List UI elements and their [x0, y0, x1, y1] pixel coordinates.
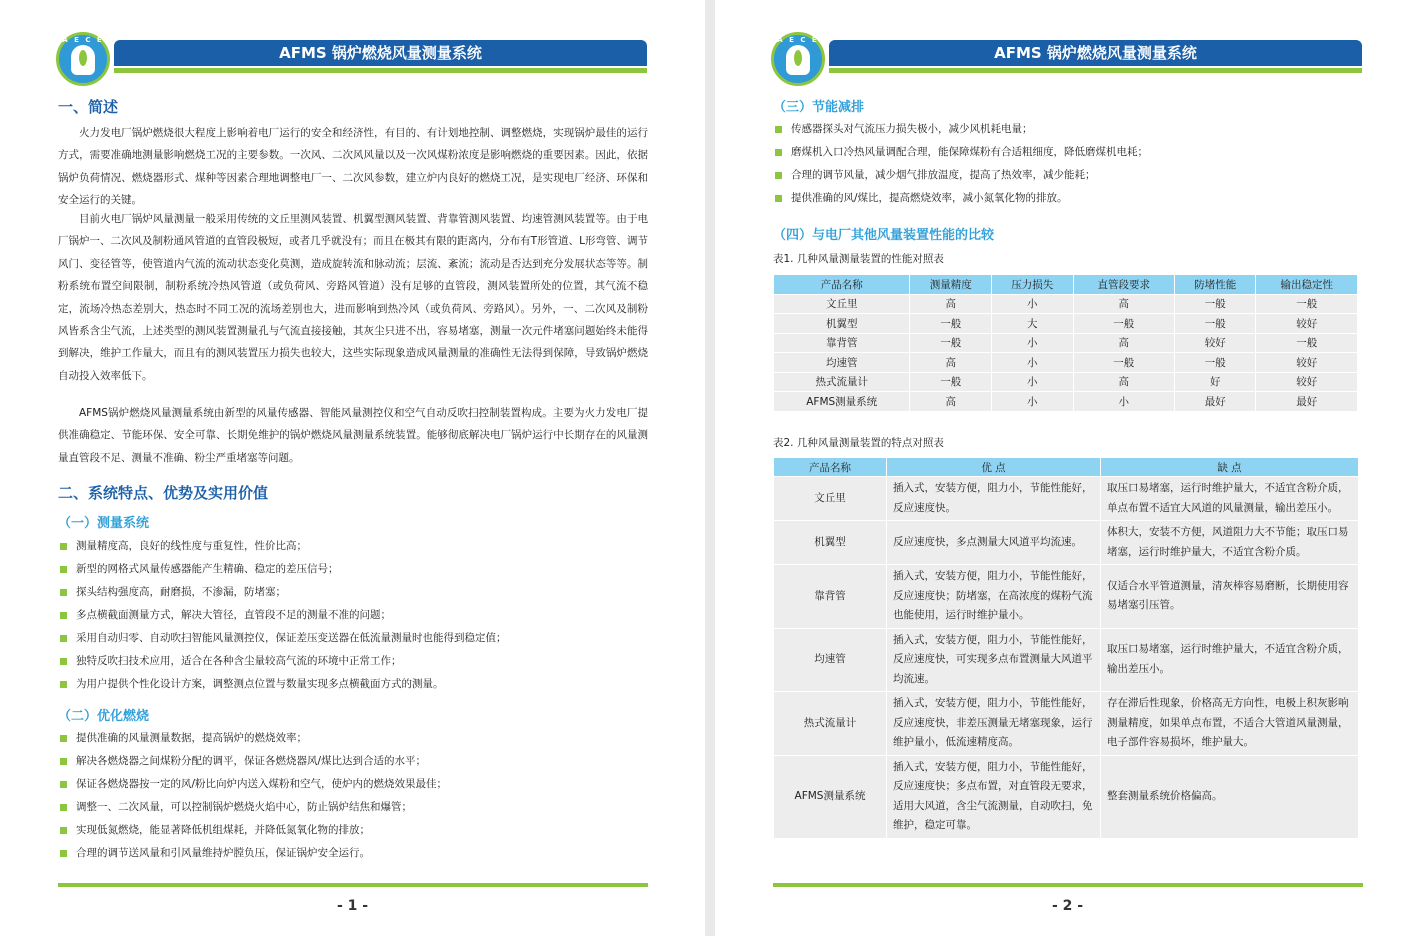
footer-divider — [58, 883, 648, 887]
table-cell: 存在滞后性现象，价格高无方向性，电极上积灰影响测量精度，如果单点布置，不适合大管道风量测量，电子部件容易损坏，维护量大。 — [1101, 692, 1359, 756]
list-item: 实现低氮燃烧，能显著降低机组煤耗，并降低氮氧化物的排放； — [58, 819, 658, 842]
combustion-list — [58, 727, 658, 865]
list-item: 多点横截面测量方式，解决大管径，直管段不足的测量不准的问题； — [58, 604, 658, 627]
table-cell: 一般 — [1174, 314, 1256, 334]
logo-letters: A E C E — [777, 36, 819, 44]
table-cell: 机翼型 — [774, 521, 887, 565]
list-item: 解决各燃烧器之间煤粉分配的调平，保证各燃烧器风/煤比达到合适的水平； — [58, 750, 658, 773]
table-cell: 体积大，安装不方便，风道阻力大不节能；取压口易堵塞，运行时维护量大，不适宜含粉介质。 — [1101, 521, 1359, 565]
table-cell: 高 — [1073, 294, 1174, 314]
table-cell: 插入式，安装方便，阻力小，节能性能好，反应速度快，可实现多点布置测量大风道平均流速。 — [887, 628, 1101, 692]
table-cell: 较好 — [1256, 314, 1358, 334]
table-cell: 热式流量计 — [774, 372, 910, 392]
feature-table — [773, 457, 1359, 839]
table-cell: 一般 — [910, 372, 992, 392]
column-header: 防堵性能 — [1174, 275, 1256, 295]
table-row — [774, 392, 1358, 412]
list-item: 采用自动归零、自动吹扫智能风量测控仪，保证差压变送器在低流量测量时也能得到稳定值； — [58, 627, 658, 650]
table-cell: 反应速度快，多点测量大风道平均流速。 — [887, 521, 1101, 565]
table-cell: 靠背管 — [774, 565, 887, 629]
table-cell: 插入式，安装方便，阻力小，节能性能好，反应速度快。 — [887, 477, 1101, 521]
table-cell: 小 — [1073, 392, 1174, 412]
page-number: - 1 - — [336, 898, 369, 914]
table-cell: 高 — [1073, 372, 1174, 392]
table-cell: 文丘里 — [774, 477, 887, 521]
aece-logo-icon — [56, 32, 110, 86]
column-header: 优 点 — [887, 458, 1101, 477]
list-item: 保证各燃烧器按一定的风/粉比向炉内送入煤粉和空气，使炉内的燃烧效果最佳； — [58, 773, 658, 796]
bullet-square-icon — [775, 126, 782, 133]
bullet-square-icon — [60, 827, 67, 834]
table-cell: 高 — [910, 392, 992, 412]
page-number: - 2 - — [1051, 898, 1084, 914]
list-item: 调整一、二次风量，可以控制锅炉燃烧火焰中心，防止锅炉结焦和爆管； — [58, 796, 658, 819]
table-cell: 热式流量计 — [774, 692, 887, 756]
table-cell: 插入式，安装方便，阻力小，节能性能好，反应速度快；防堵塞，在高浓度的煤粉气流也能使用，运行时维护量小。 — [887, 565, 1101, 629]
bullet-square-icon — [60, 589, 67, 596]
bullet-square-icon — [60, 735, 67, 742]
list-item: 独特反吹扫技术应用，适合在各种含尘量较高气流的环境中正常工作； — [58, 650, 658, 673]
column-header: 直管段要求 — [1073, 275, 1174, 295]
subsection-2-title: （二）优化燃烧 — [58, 709, 150, 724]
table-cell: 小 — [991, 353, 1073, 373]
table-cell: 靠背管 — [774, 333, 910, 353]
section-1-title: 一、简述 — [58, 98, 119, 116]
bullet-square-icon — [60, 658, 67, 665]
header-divider — [829, 68, 1362, 73]
table-cell: 好 — [1174, 372, 1256, 392]
table-row — [774, 333, 1358, 353]
bullet-square-icon — [775, 195, 782, 202]
section-2-title: 二、系统特点、优势及实用价值 — [58, 484, 269, 502]
table-cell: AFMS测量系统 — [774, 755, 887, 838]
table-cell: 一般 — [910, 333, 992, 353]
bullet-square-icon — [60, 681, 67, 688]
table-cell: 一般 — [1073, 353, 1174, 373]
table-row — [774, 565, 1359, 629]
subsection-3-title: （三）节能减排 — [773, 100, 865, 115]
table-cell: 小 — [991, 392, 1073, 412]
bullet-square-icon — [60, 612, 67, 619]
list-item: 提供准确的风/煤比，提高燃烧效率，减小氮氧化物的排放。 — [773, 187, 1373, 210]
table-cell: 整套测量系统价格偏高。 — [1101, 755, 1359, 838]
page-2 — [715, 0, 1420, 936]
header-title: AFMS 锅炉燃烧风量测量系统 — [829, 40, 1362, 66]
list-item: 探头结构强度高，耐磨损，不渗漏，防堵塞； — [58, 581, 658, 604]
list-item: 提供准确的风量测量数据，提高锅炉的燃烧效率； — [58, 727, 658, 750]
page-1 — [0, 0, 705, 936]
paragraph-2: 目前火电厂锅炉风量测量一般采用传统的文丘里测风装置、机翼型测风装置、背靠管测风装置、均速管测风装置等。由于电厂锅炉一、二次风及制粉通风管道的直管段极短，或者几乎就没有；而且在极其有限的距离内，分布有T形管道、L形弯管、调节风门、变径管等，使管道内气流的流动状态变化莫测，造成旋转流和脉动流；层流、紊流；流动是否达到充分发展状态等等。制粉系统布置空间限制，制粉系统冷热风管道（或负荷风、旁路风管道）没有足够的直管段，测风装置所处的位置，其气流不稳定，流场冷热态差别大，热态时不同工况的流场差别也大，进而影响到热冷风（或负荷风、旁路风）。另外，一、二次风及制粉风皆系含尘气流，上述类型的测风装置测量孔与气流直接接触，其灰尘只进不出，容易堵塞，测量一次元件堵塞问题始终未能得到解决，维护工作量大，而且有的测风装置压力损失也较大，这些实际现象造成风量测量的准确性无法得到保障，导致锅炉燃烧自动投入效率低下。 — [58, 213, 648, 382]
table-row — [774, 628, 1359, 692]
bullet-square-icon — [775, 149, 782, 156]
list-item: 测量精度高，良好的线性度与重复性，性价比高； — [58, 535, 658, 558]
table-cell: AFMS测量系统 — [774, 392, 910, 412]
footer-divider — [773, 883, 1363, 887]
table-cell: 较好 — [1256, 372, 1358, 392]
table-cell: 小 — [991, 333, 1073, 353]
performance-table — [773, 274, 1358, 412]
table-cell: 高 — [910, 353, 992, 373]
table-cell: 仅适合水平管道测量，清灰棒容易磨断，长期使用容易堵塞引压管。 — [1101, 565, 1359, 629]
list-item: 合理的调节送风量和引风量维持炉膛负压，保证锅炉安全运行。 — [58, 842, 658, 865]
bullet-square-icon — [60, 781, 67, 788]
table-cell: 一般 — [1073, 314, 1174, 334]
table-cell: 较好 — [1174, 333, 1256, 353]
table-cell: 最好 — [1174, 392, 1256, 412]
table-cell: 一般 — [1174, 294, 1256, 314]
table-cell: 一般 — [1174, 353, 1256, 373]
list-item: 磨煤机入口冷热风量调配合理，能保障煤粉有合适粗细度，降低磨煤机电耗； — [773, 141, 1373, 164]
table-cell: 大 — [991, 314, 1073, 334]
bullet-square-icon — [60, 758, 67, 765]
table-row — [774, 294, 1358, 314]
table-cell: 小 — [991, 372, 1073, 392]
bullet-square-icon — [60, 635, 67, 642]
table-cell: 高 — [1073, 333, 1174, 353]
header-divider — [114, 68, 647, 73]
list-item: 传感器探头对气流压力损失极小，减少风机耗电量； — [773, 118, 1373, 141]
table-row — [774, 372, 1358, 392]
table-cell: 取压口易堵塞，运行时维护量大，不适宜含粉介质，输出差压小。 — [1101, 628, 1359, 692]
table-cell: 最好 — [1256, 392, 1358, 412]
table-cell: 插入式，安装方便，阻力小，节能性能好，反应速度快；多点布置，对直管段无要求，适用大风道，含尘气流测量，自动吹扫，免维护，稳定可靠。 — [887, 755, 1101, 838]
bullet-square-icon — [775, 172, 782, 179]
column-header: 产品名称 — [774, 275, 910, 295]
energy-saving-list — [773, 118, 1373, 210]
table-row — [774, 692, 1359, 756]
subsection-4-title: （四）与电厂其他风量装置性能的比较 — [773, 228, 995, 243]
paragraph-1: 火力发电厂锅炉燃烧很大程度上影响着电厂运行的安全和经济性，有目的、有计划地控制、调整燃烧，实现锅炉最佳的运行方式，需要准确地测量影响燃烧工况的主要参数。一次风、二次风风量以及一次风煤粉浓度是影响燃烧的重要因素。因此，依据锅炉负荷情况、燃烧器形式、煤种等因素合理地调整电厂一、二次风参数，建立炉内良好的燃烧工况，是实现电厂经济、环保和安全运行的关键。 — [58, 127, 648, 207]
aece-logo-icon — [771, 32, 825, 86]
table-cell: 一般 — [1256, 294, 1358, 314]
table-cell: 高 — [910, 294, 992, 314]
table-cell: 取压口易堵塞，运行时维护量大，不适宜含粉介质，单点布置不适宜大风道的风量测量，输出差压小。 — [1101, 477, 1359, 521]
measurement-list — [58, 535, 658, 696]
column-header: 缺 点 — [1101, 458, 1359, 477]
table-row — [774, 353, 1358, 373]
table-cell: 均速管 — [774, 353, 910, 373]
bullet-square-icon — [60, 566, 67, 573]
table-cell: 均速管 — [774, 628, 887, 692]
subsection-1-title: （一）测量系统 — [58, 516, 150, 531]
column-header: 输出稳定性 — [1256, 275, 1358, 295]
table-row — [774, 477, 1359, 521]
table-row — [774, 521, 1359, 565]
column-header: 产品名称 — [774, 458, 887, 477]
table-1-caption: 表1. 几种风量测量装置的性能对照表 — [773, 253, 944, 265]
table-row — [774, 755, 1359, 838]
table-2-caption: 表2. 几种风量测量装置的特点对照表 — [773, 437, 944, 449]
table-cell: 文丘里 — [774, 294, 910, 314]
table-cell: 一般 — [1256, 333, 1358, 353]
bullet-square-icon — [60, 850, 67, 857]
paragraph-3: AFMS锅炉燃烧风量测量系统由新型的风量传感器、智能风量测控仪和空气自动反吹扫控制装置构成。主要为火力发电厂提供准确稳定、节能环保、安全可靠、长期免维护的锅炉燃烧风量测量系统装置。能够彻底解决电厂锅炉运行中长期存在的风量测量直管段不足、测量不准确、粉尘严重堵塞等问题。 — [58, 407, 648, 464]
table-cell: 一般 — [910, 314, 992, 334]
logo-letters: A E C E — [62, 36, 104, 44]
list-item: 为用户提供个性化设计方案，调整测点位置与数量实现多点横截面方式的测量。 — [58, 673, 658, 696]
list-item: 合理的调节风量，减少烟气排放温度，提高了热效率，减少能耗； — [773, 164, 1373, 187]
bullet-square-icon — [60, 543, 67, 550]
header-title: AFMS 锅炉燃烧风量测量系统 — [114, 40, 647, 66]
column-header: 测量精度 — [910, 275, 992, 295]
list-item: 新型的网格式风量传感器能产生精确、稳定的差压信号； — [58, 558, 658, 581]
table-cell: 较好 — [1256, 353, 1358, 373]
bullet-square-icon — [60, 804, 67, 811]
column-header: 压力损失 — [991, 275, 1073, 295]
table-cell: 机翼型 — [774, 314, 910, 334]
table-row — [774, 314, 1358, 334]
table-cell: 小 — [991, 294, 1073, 314]
table-cell: 插入式，安装方便，阻力小，节能性能好，反应速度快，非差压测量无堵塞现象，运行维护量小，低流速精度高。 — [887, 692, 1101, 756]
